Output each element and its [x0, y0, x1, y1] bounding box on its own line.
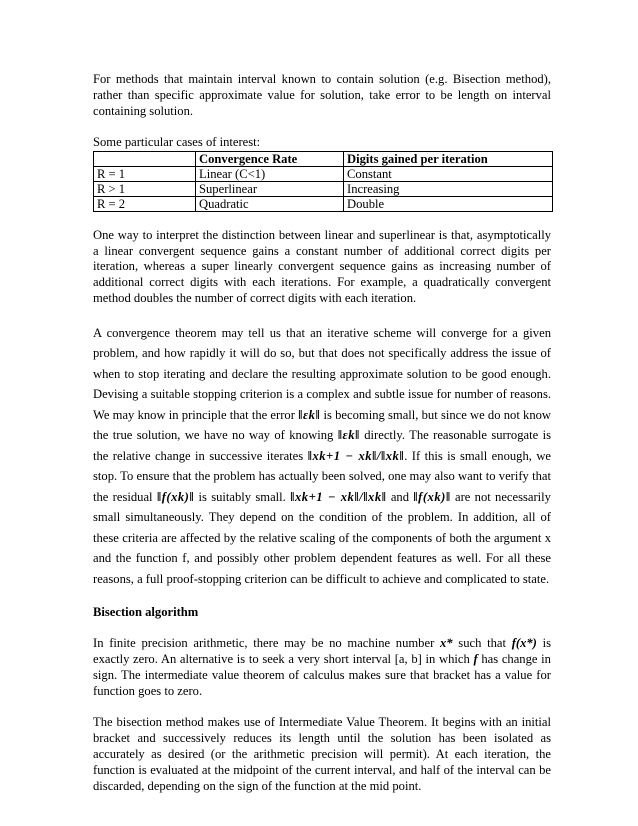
- bisection-text: is exactly zero. An alternative is to seek a very short interval [a, b] in which: [93, 636, 552, 667]
- document-page: [93, 72, 551, 794]
- error-norm-formula: ‖εk‖: [337, 428, 360, 443]
- linear-superlinear-paragraph: One way to interpret the distinction between linear and superlinear is that, asymptotically a linear convergent sequence gains a constant number of additional correct digits per iteration, whereas a super linearly convergent sequence gains as increasing number of additional correct digits with each iterations. For example, a quadratically convergent method doubles the number of correct digits with each iteration.: [93, 227, 551, 305]
- table-header-cell: [94, 151, 196, 166]
- table-cell: Double: [344, 196, 553, 211]
- table-cell: Quadratic: [196, 196, 344, 211]
- table-cell: R = 2: [94, 196, 196, 211]
- table-cell: R = 1: [94, 166, 196, 181]
- residual-norm-formula: ‖f(xk)‖: [413, 489, 451, 504]
- table-cell: R > 1: [94, 181, 196, 196]
- theorem-text: and: [390, 489, 409, 504]
- function-f: f: [473, 652, 478, 667]
- bisection-text: has change in sign. The intermediate value theorem of calculus makes sure that bracket has a value for function goes to zero.: [93, 652, 551, 698]
- residual-norm-formula: ‖f(xk)‖: [156, 489, 195, 504]
- bisection-paragraph-2: The bisection method makes use of Intermediate Value Theorem. It begins with an initial bracket and successively reduces its length until the solution has been isolated as accurately as desired (or the arithmetic precision will permit). At each iteration, the function is evaluated at the midpoint of the current interval, and half of the interval can be discarded, depending on the sign of the function at the mid point.: [93, 715, 551, 793]
- cases-caption: Some particular cases of interest:: [93, 135, 261, 150]
- relative-change-formula: ‖xk+1 − xk‖/‖xk‖: [290, 489, 387, 504]
- table-header-cell: Digits gained per iteration: [344, 151, 553, 166]
- convergence-cases-table: [93, 151, 553, 212]
- convergence-theorem-paragraph: [93, 323, 551, 590]
- table-row: [94, 196, 553, 211]
- bisection-paragraph-1: [93, 636, 551, 699]
- error-norm-formula: ‖εk‖: [298, 407, 321, 422]
- theorem-text: A convergence theorem may tell us that an iterative scheme will converge for a given problem, and how rapidly it will do so, but that does not specifically address the issue of when to stop iterating and declare the resulting approximate solution to be good enough. Devising a suitable stopping criterion is a complex and subtle issue for number of reasons. We may know in principle that the error: [93, 325, 551, 422]
- table-header-cell: Convergence Rate: [196, 151, 344, 166]
- table-cell: Constant: [344, 166, 553, 181]
- machine-number-x-star: x*: [439, 636, 453, 651]
- theorem-text: directly. The reasonable surrogate is the relative change in successive iterates: [93, 428, 551, 463]
- bisection-heading: Bisection algorithm: [93, 604, 199, 619]
- theorem-text: is suitably small.: [198, 489, 286, 504]
- theorem-text: . If this is small enough, we stop. To ensure that the problem has actually been solved, one may also want to verify that the residual: [93, 448, 551, 504]
- function-f-of-x-star: f(x*): [511, 636, 537, 651]
- table-row: [94, 166, 553, 181]
- intro-paragraph: For methods that maintain interval known to contain solution (e.g. Bisection method), rather than specific approximate value for solution, take error to be length on interval containing solution.: [93, 72, 551, 118]
- table-cell: Superlinear: [196, 181, 344, 196]
- table-cell: Increasing: [344, 181, 553, 196]
- table-cell: Linear (C<1): [196, 166, 344, 181]
- bisection-text: In finite precision arithmetic, there may be no machine number: [93, 636, 435, 651]
- bisection-text: such that: [458, 636, 506, 651]
- table-row: [94, 181, 553, 196]
- theorem-text: is becoming small, but since we do not know the true solution, we have no way of knowing: [93, 407, 552, 443]
- theorem-text: are not necessarily small simultaneously. They depend on the condition of the problem. In addition, all of these criteria are affected by the relative scaling of the components of both the argument x and the function f, and possibly other problem dependent features as well. For all these reasons, a full proof-stopping criterion can be difficult to achieve and complicated to state.: [93, 489, 551, 586]
- relative-change-formula: ‖xk+1 − xk‖/‖xk‖: [307, 448, 405, 463]
- table-header-row: [94, 151, 553, 166]
